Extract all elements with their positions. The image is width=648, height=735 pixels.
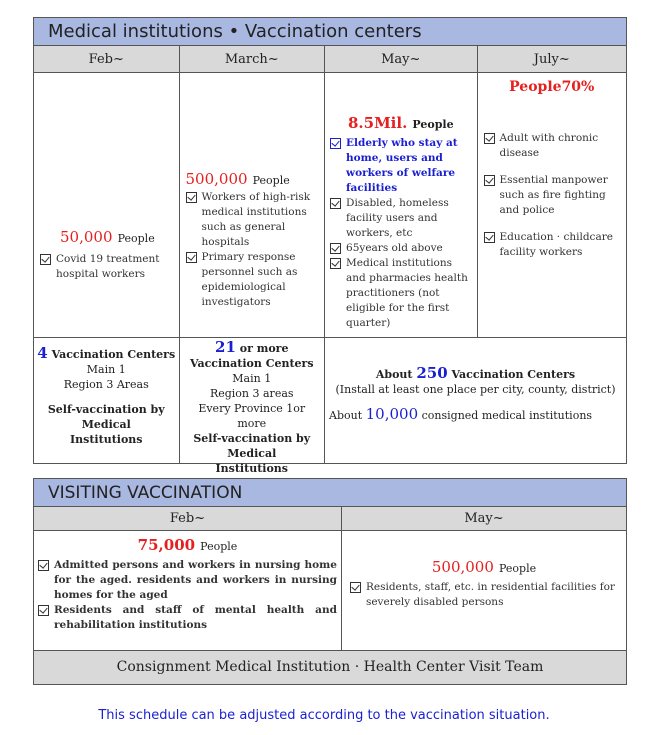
may-item-2: 65years old above (330, 241, 471, 256)
may-item-3: Medical institutions and pharmacies health practitioners (not eligible for the first quarter) (330, 256, 471, 331)
july-item-3: Education · childcare facility workers (484, 230, 621, 260)
section1-centers-row (34, 338, 626, 475)
visit-may-cell (342, 531, 626, 651)
visit-may-count: 500,000 (431, 558, 494, 576)
visit-may-item: Residents, staff, etc. in residential facilities for severely disabled persons (350, 580, 618, 610)
checkbox-icon (40, 254, 51, 265)
section1-header-row (34, 46, 626, 73)
checkbox-icon (38, 605, 49, 616)
march-unit: People (252, 174, 290, 187)
centers-feb-line-1: Main 1 (86, 363, 126, 376)
july-cell (478, 73, 627, 338)
may-count: 8.5Mil. (347, 114, 408, 132)
centers-may-headline: About 250 Vaccination Centers (375, 364, 576, 382)
section2-footer: Consignment Medical Institution · Health Center Visit Team (34, 651, 626, 684)
visit-feb-count: 75,000 (137, 536, 196, 554)
centers-march-line-1: Main 1 (232, 372, 272, 385)
section1-title: Medical institutions • Vaccination centers (34, 18, 626, 46)
visit-may-unit: People (498, 562, 537, 575)
march-item-1: Workers of high-risk medical institutions such as general hospitals (186, 190, 319, 250)
checkbox-icon (330, 258, 341, 269)
checkbox-icon (330, 198, 341, 209)
visit-feb-item-2: Residents and staff of mental health and rehabilitation institutions (38, 603, 337, 633)
may-unit: People (412, 118, 454, 131)
centers-feb-cell: 4 Vaccination Centers Main 1 Region 3 Areas Self-vaccination by Medical Institutions (34, 338, 180, 463)
checkbox-icon (484, 232, 495, 243)
section2-body-row (34, 531, 626, 651)
feb-item: Covid 19 treatment hospital workers (40, 252, 173, 282)
centers-march-line-3: Every Province 1or more (198, 402, 306, 430)
section-medical-institutions (33, 17, 627, 475)
centers-feb-count: 4 (37, 344, 48, 362)
centers-may-institutions: About 10,000 consigned medical institutions (329, 405, 593, 423)
centers-march-footer: Self-vaccination by Medical Institutions (193, 432, 311, 475)
july-label: People70% (509, 79, 595, 95)
section-visiting-vaccination (33, 478, 627, 685)
checkbox-icon (186, 192, 197, 203)
centers-march-line-2: Region 3 areas (209, 387, 294, 400)
checkbox-icon (38, 560, 49, 571)
checkbox-icon (350, 582, 361, 593)
header-feb: Feb~ (34, 46, 180, 73)
header2-feb: Feb~ (34, 507, 342, 531)
centers-feb-footer: Self-vaccination by Medical Institutions (47, 403, 165, 446)
checkbox-icon (484, 175, 495, 186)
may-cell (325, 73, 477, 338)
schedule-note: This schedule can be adjusted according to the vaccination situation. (98, 708, 550, 723)
centers-may-note: (Install at least one place per city, county, district) (335, 383, 616, 396)
july-item-1: Adult with chronic disease (484, 131, 621, 161)
centers-march-count: 21 (215, 338, 236, 356)
checkbox-icon (330, 138, 341, 149)
feb-count: 50,000 (60, 228, 113, 246)
july-item-2: Essential manpower such as fire fighting and police (484, 173, 621, 218)
header-march: March~ (180, 46, 326, 73)
visit-feb-cell (34, 531, 342, 651)
centers-march-cell: 21 or more Vaccination Centers Main 1 Region 3 areas Every Province 1or more Self-vaccination by Medical Institutions (180, 338, 326, 463)
centers-may-cell (325, 338, 626, 463)
march-cell (180, 73, 326, 338)
checkbox-icon (330, 243, 341, 254)
march-count: 500,000 (185, 170, 248, 188)
may-highlight-item: Elderly who stay at home, users and workers of welfare facilities (330, 136, 471, 196)
section2-header-row (34, 507, 626, 531)
centers-feb-line-2: Region 3 Areas (63, 378, 149, 391)
section2-title: VISITING VACCINATION (34, 479, 626, 507)
march-item-2: Primary response personnel such as epidemiological investigators (186, 250, 319, 310)
visit-feb-unit: People (200, 540, 238, 553)
section1-targets-row (34, 73, 626, 338)
header-may: May~ (325, 46, 477, 73)
may-item-1: Disabled, homeless facility users and workers, etc (330, 196, 471, 241)
header2-may: May~ (342, 507, 626, 531)
checkbox-icon (186, 252, 197, 263)
header-july: July~ (478, 46, 627, 73)
feb-unit: People (117, 232, 155, 245)
checkbox-icon (484, 133, 495, 144)
feb-cell (34, 73, 180, 338)
centers-march-label: Vaccination Centers (189, 357, 314, 370)
visit-feb-item-1: Admitted persons and workers in nursing home for the aged. residents and workers in nursing homes for the aged (38, 558, 337, 603)
